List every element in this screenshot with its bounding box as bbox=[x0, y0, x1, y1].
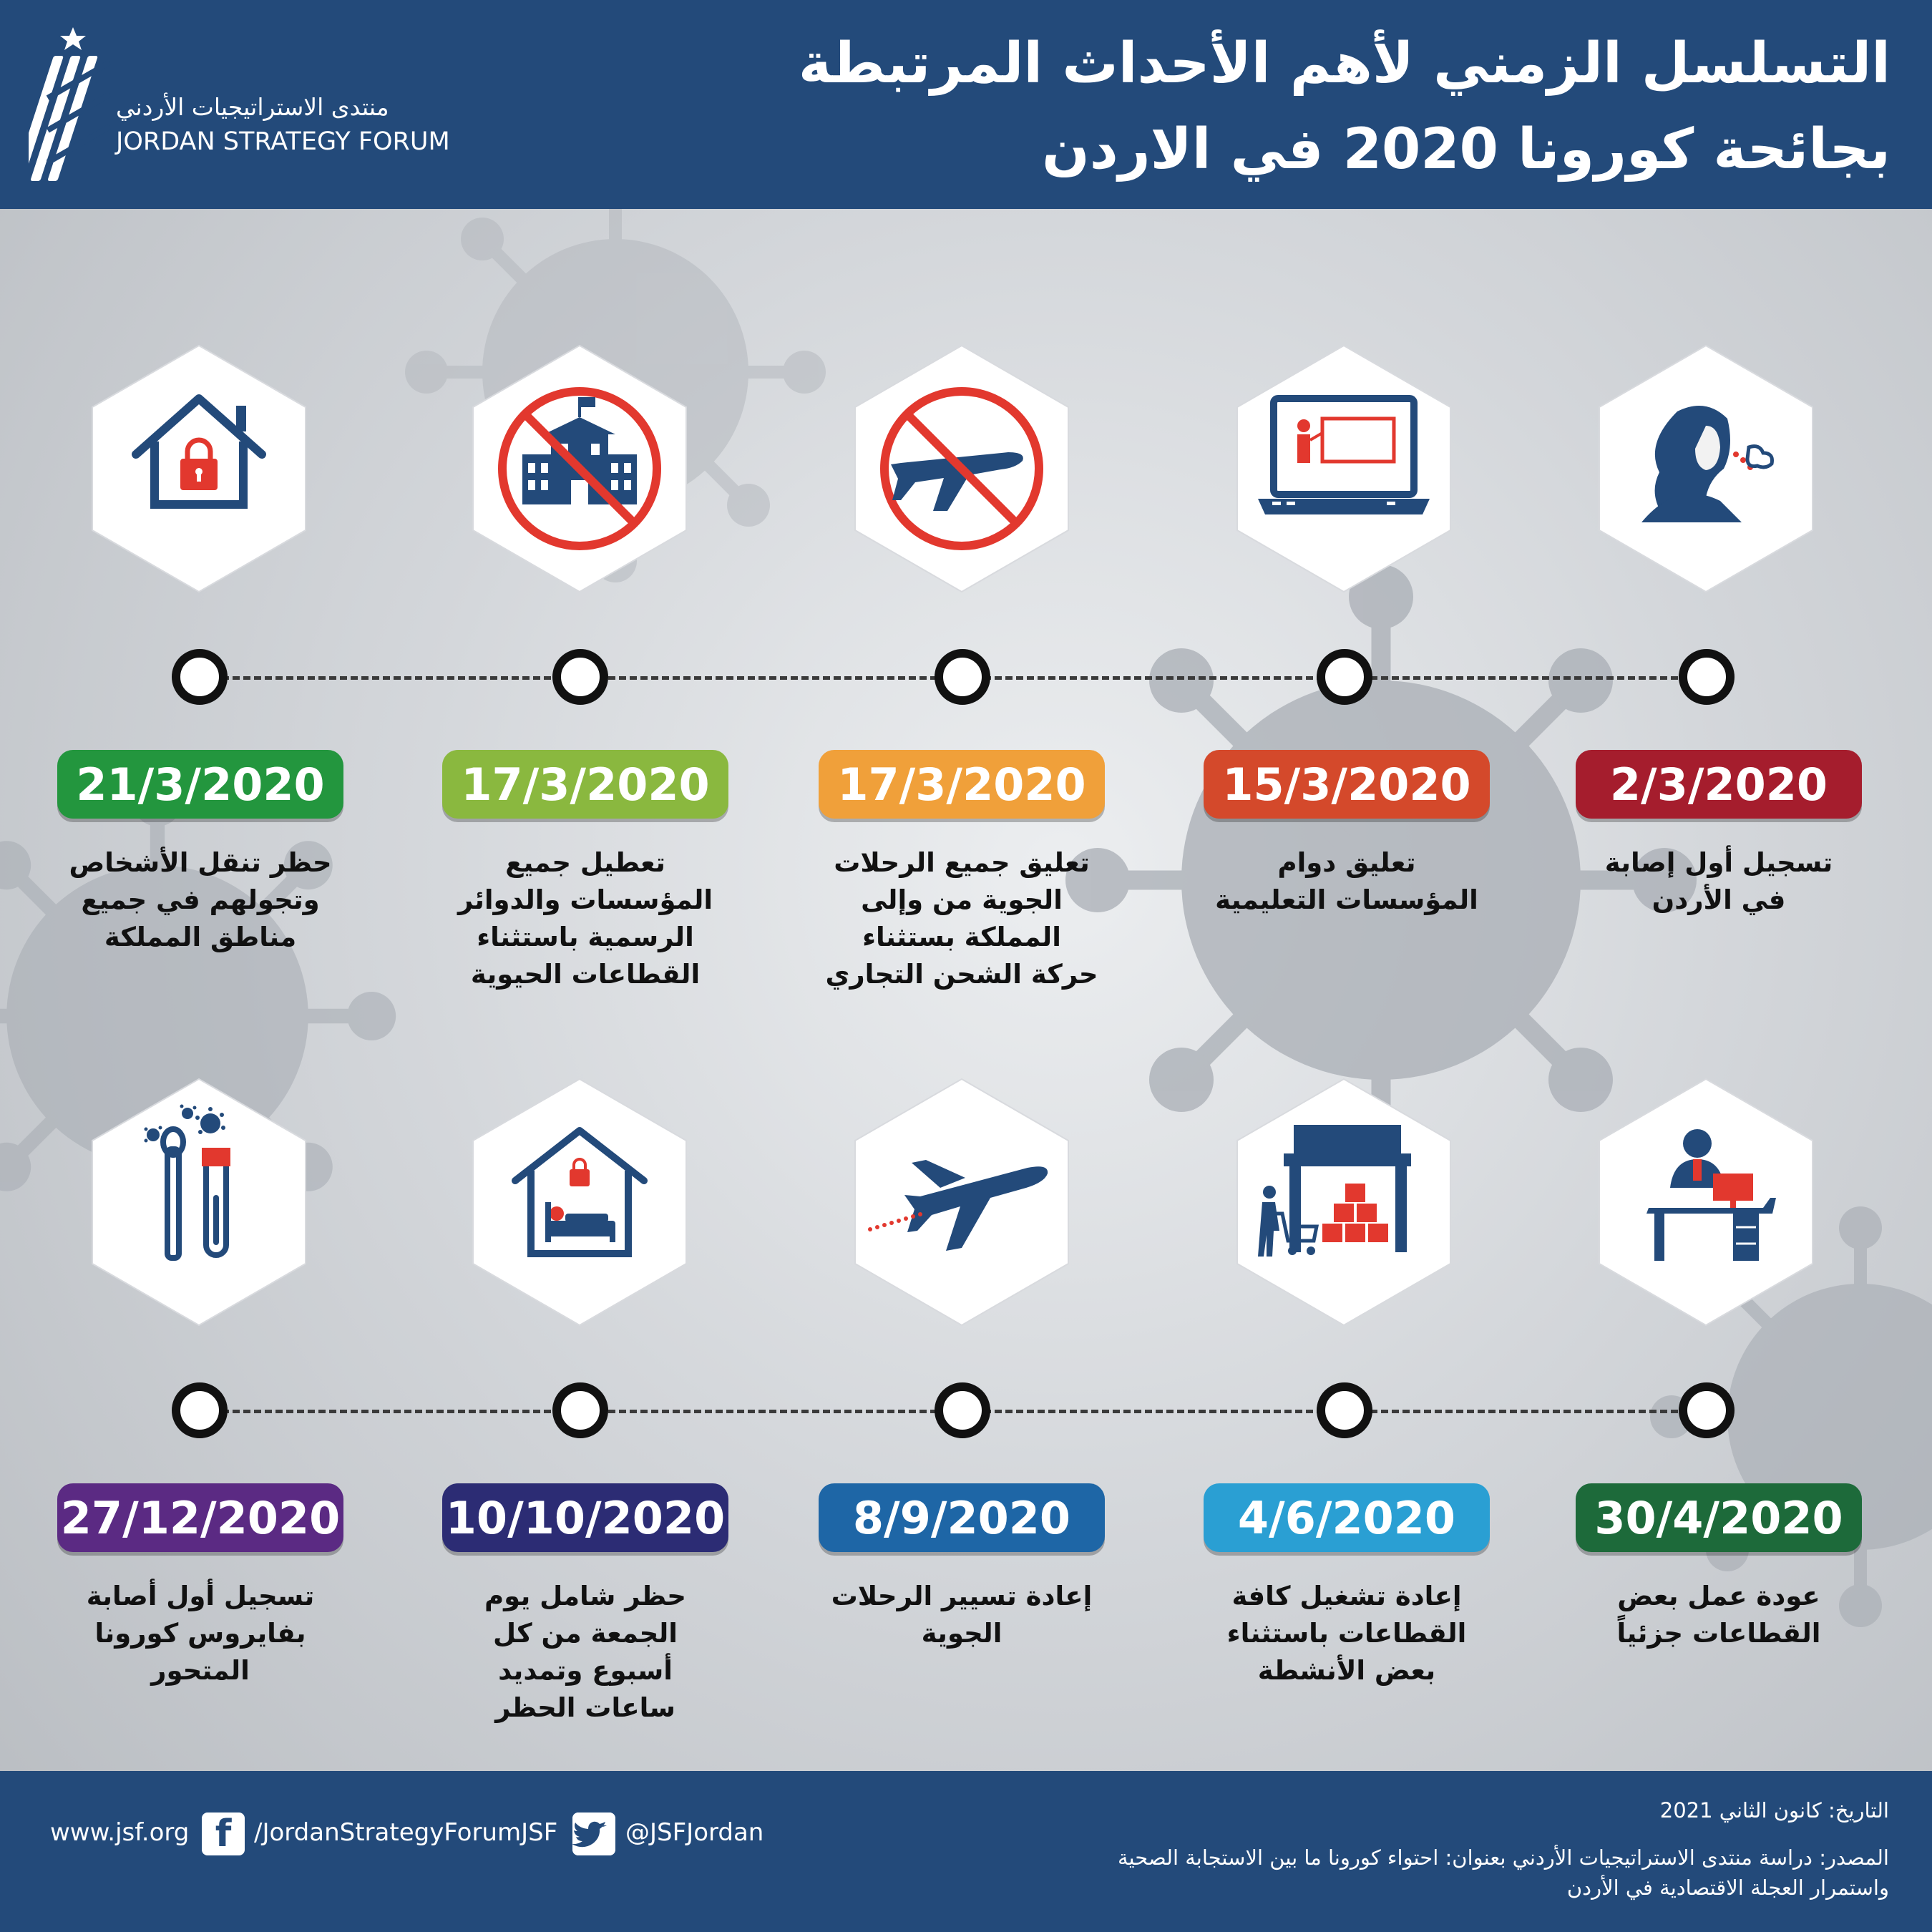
timeline-node bbox=[1679, 1382, 1735, 1438]
date-badge: 8/9/2020 bbox=[819, 1483, 1105, 1552]
date-badge: 27/12/2020 bbox=[57, 1483, 343, 1552]
twitter-link[interactable]: @JSFJordan bbox=[625, 1818, 764, 1847]
page-title-line2: بجائحة كورونا 2020 في الاردن bbox=[1042, 117, 1890, 182]
hexagon-tile bbox=[833, 1073, 1091, 1331]
source-line1: المصدر: دراسة منتدى الاستراتيجيات الأردني بعنوان: احتواء كورونا ما بين الاستجابة الصحية bbox=[1117, 1845, 1889, 1870]
date-badge: 2/3/2020 bbox=[1576, 750, 1862, 819]
logo-english-name: JORDAN STRATEGY FORUM bbox=[116, 127, 450, 156]
facebook-link[interactable]: /JordanStrategyForumJSF bbox=[254, 1818, 558, 1847]
logo-arabic-name: منتدى الاستراتيجيات الأردني bbox=[116, 93, 389, 121]
event-description: حظر شامل يوم الجمعة من كل أسبوع وتمديد ساعات الحظر bbox=[484, 1581, 686, 1723]
hexagon-tile bbox=[1215, 340, 1473, 597]
event-description: تعليق دوام المؤسسات التعليمية bbox=[1215, 847, 1478, 915]
website-link[interactable]: www.jsf.org bbox=[50, 1818, 190, 1847]
hexagon-tile bbox=[451, 340, 708, 597]
timeline-node bbox=[1679, 649, 1735, 705]
hexagon-tile bbox=[1577, 340, 1835, 597]
timeline-node bbox=[1317, 1382, 1372, 1438]
date-badge: 15/3/2020 bbox=[1204, 750, 1490, 819]
event-description: تعطيل جميع المؤسسات والدوائر الرسمية باستثناء القطاعات الحيوية bbox=[457, 847, 713, 990]
date-badge: 17/3/2020 bbox=[819, 750, 1105, 819]
timeline-node bbox=[552, 1382, 608, 1438]
hexagon-tile bbox=[451, 1073, 708, 1331]
timeline-node bbox=[172, 1382, 228, 1438]
hexagon-tile bbox=[70, 1073, 328, 1331]
date-badge: 17/3/2020 bbox=[442, 750, 728, 819]
timeline-node bbox=[552, 649, 608, 705]
page-title-line1: التسلسل الزمني لأهم الأحداث المرتبطة bbox=[798, 31, 1890, 96]
header bbox=[0, 0, 1932, 209]
event-description: تسجيل أول أصابة بفايروس كورونا المتحور bbox=[86, 1581, 315, 1686]
event-description: تسجيل أول إصابة في الأردن bbox=[1604, 847, 1833, 915]
hexagon-tile bbox=[70, 340, 328, 597]
hexagon-tile bbox=[1215, 1073, 1473, 1331]
date-badge: 4/6/2020 bbox=[1204, 1483, 1490, 1552]
hexagon-tile bbox=[1577, 1073, 1835, 1331]
event-description: حظر تنقل الأشخاص وتجولهم في جميع مناطق المملكة bbox=[69, 847, 332, 952]
timeline-node bbox=[935, 1382, 990, 1438]
footer bbox=[0, 1771, 1932, 1932]
twitter-icon[interactable] bbox=[572, 1813, 615, 1855]
date-badge: 10/10/2020 bbox=[442, 1483, 728, 1552]
facebook-icon[interactable]: f bbox=[202, 1813, 245, 1855]
publication-date: التاريخ: كانون الثاني 2021 bbox=[1659, 1798, 1889, 1823]
timeline-node bbox=[935, 649, 990, 705]
date-badge: 30/4/2020 bbox=[1576, 1483, 1862, 1552]
timeline-node bbox=[172, 649, 228, 705]
event-description: إعادة تشغيل كافة القطاعات باستثناء بعض الأنشطة bbox=[1226, 1581, 1467, 1686]
event-description: عودة عمل بعض القطاعات جزئياً bbox=[1616, 1581, 1821, 1649]
event-description: تعليق جميع الرحلات الجوية من وإلى المملكة بستثناء حركة الشحن التجاري bbox=[825, 847, 1098, 990]
hexagon-tile bbox=[833, 340, 1091, 597]
event-description: إعادة تسيير الرحلات الجوية bbox=[831, 1581, 1093, 1649]
timeline-node bbox=[1317, 649, 1372, 705]
source-line2: واستمرار العجلة الاقتصادية في الأردن bbox=[1566, 1875, 1889, 1900]
date-badge: 21/3/2020 bbox=[57, 750, 343, 819]
